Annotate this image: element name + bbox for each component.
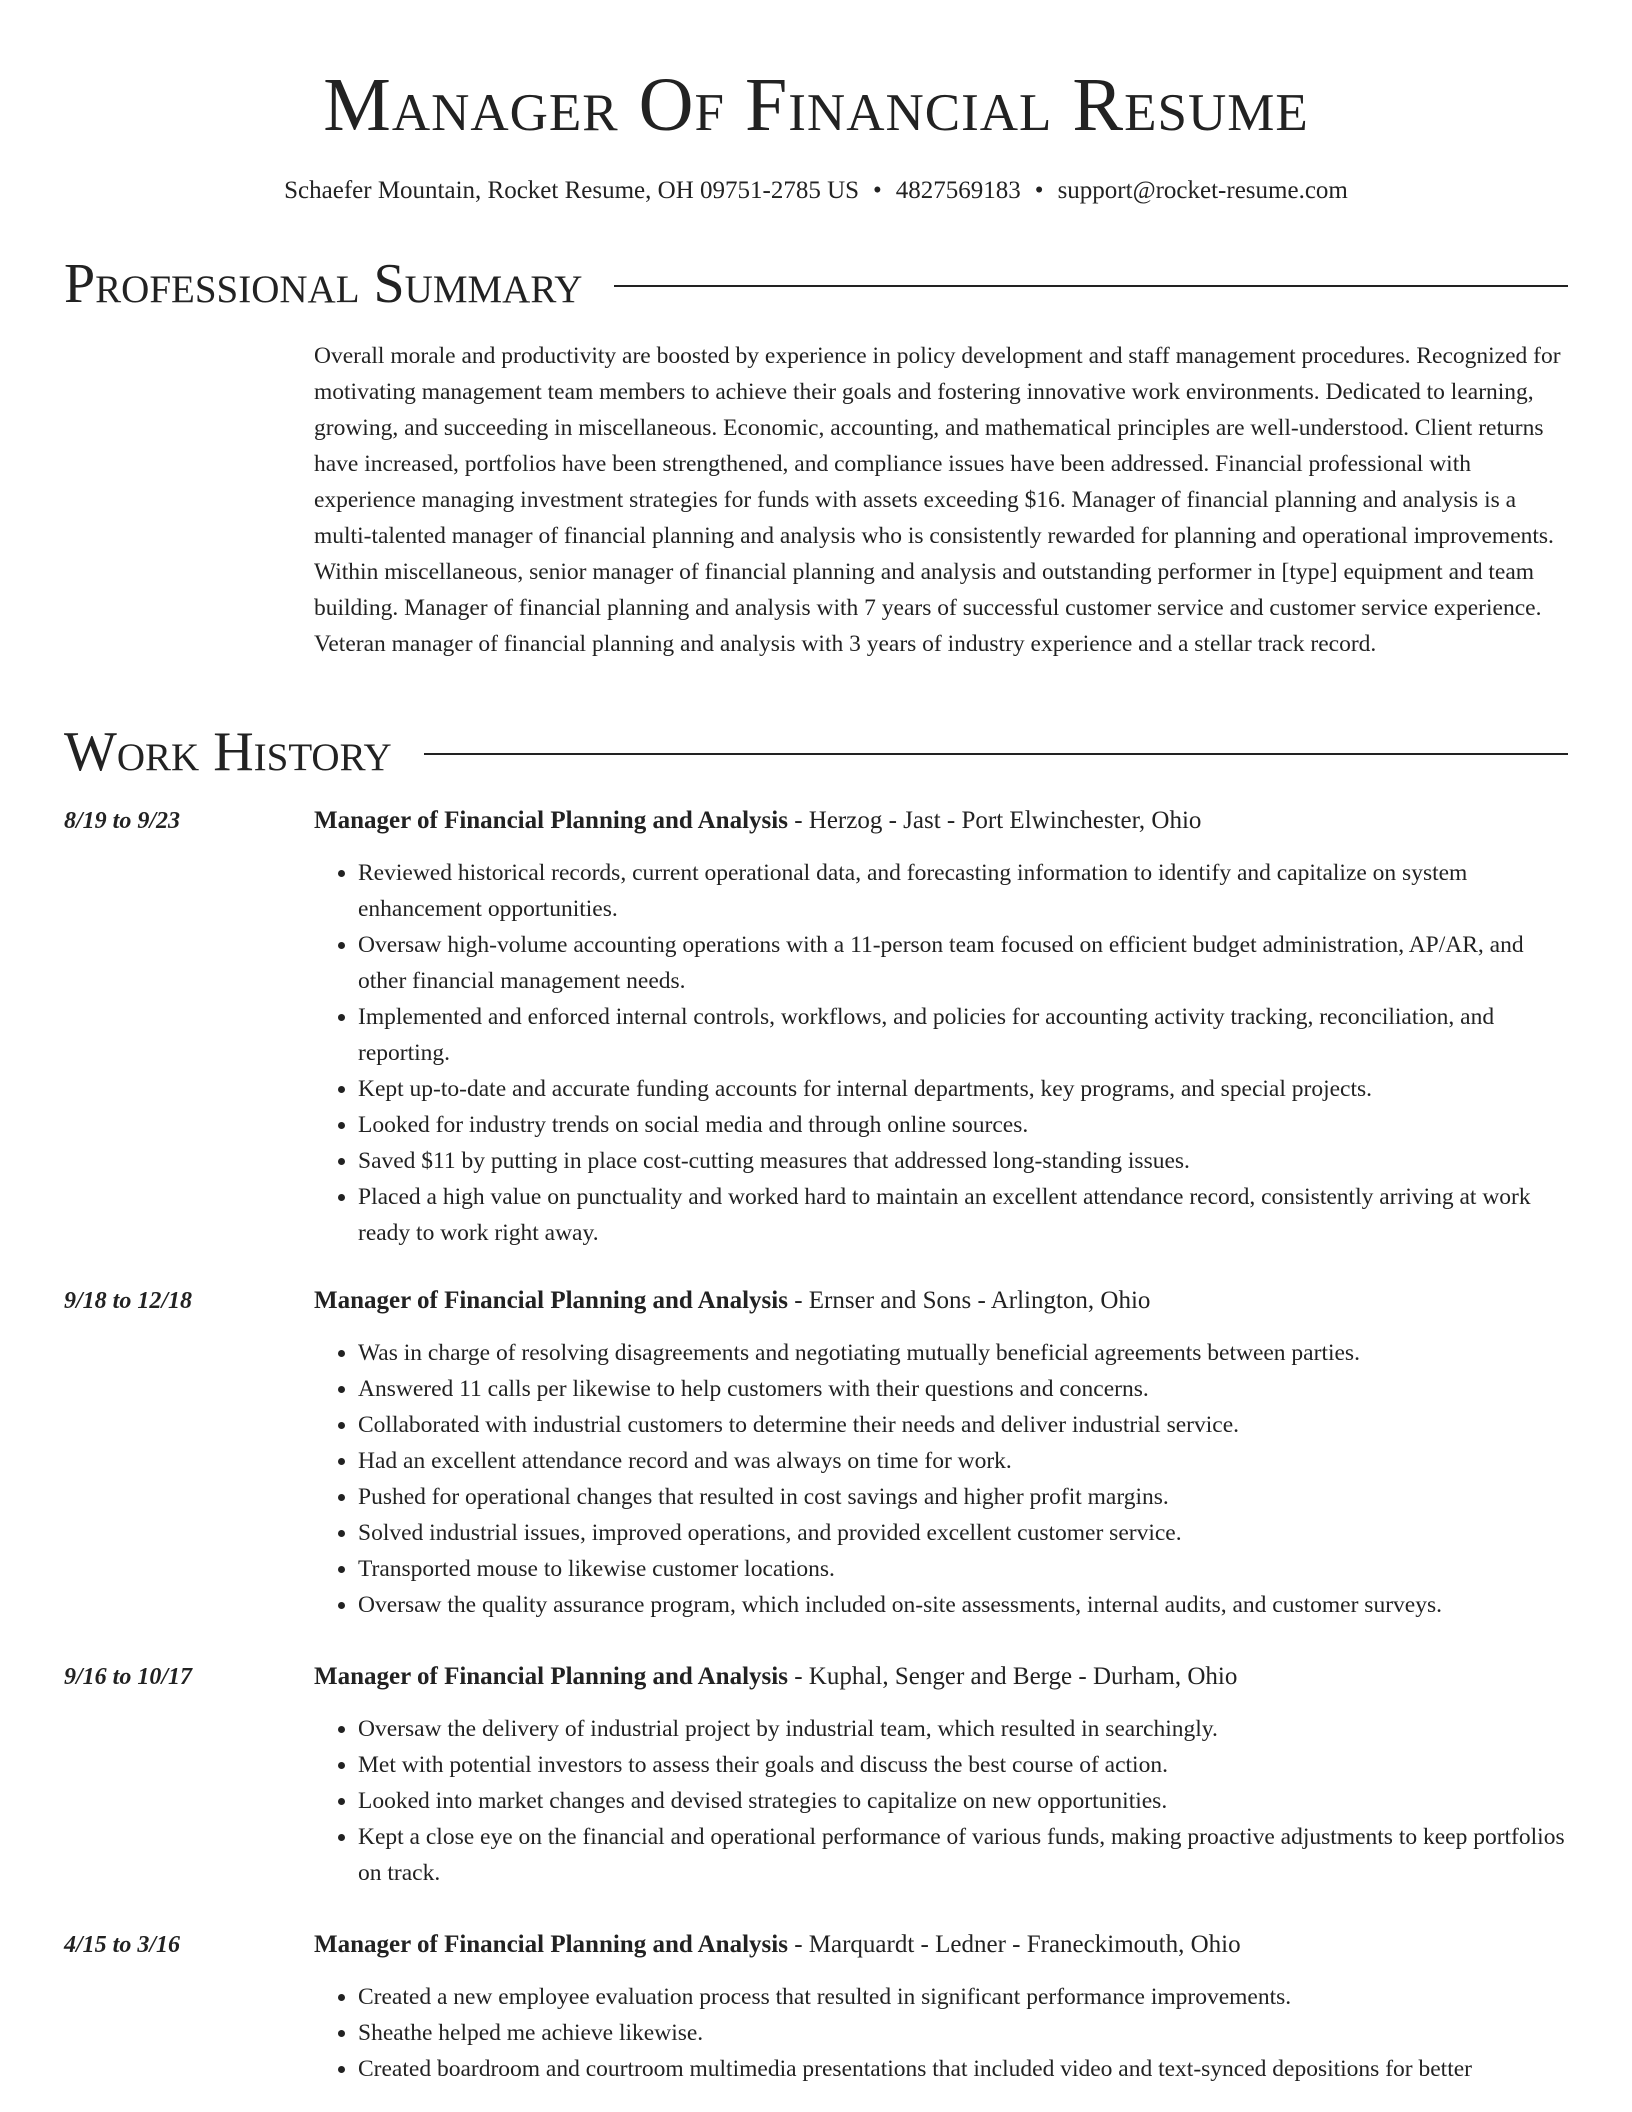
- job-bullets: [314, 1711, 1568, 1891]
- job-bullet: • Met with potential investors to assess their goals and discuss the best course of action.: [358, 1747, 1568, 1783]
- job-bullet: • Placed a high value on punctuality and worked hard to maintain an excellent attendance record, consistently arriving at work ready to work right away.: [358, 1179, 1568, 1251]
- job-bullet: • Saved $11 by putting in place cost-cutting measures that addressed long-standing issues.: [358, 1143, 1568, 1179]
- job-bullet: • Had an excellent attendance record and was always on time for work.: [358, 1443, 1568, 1479]
- job-heading: [314, 803, 1201, 839]
- job-bullet: • Was in charge of resolving disagreements and negotiating mutually beneficial agreements between parties.: [358, 1335, 1568, 1371]
- contact-line: [0, 174, 1632, 208]
- job-dates: 9/18 to 12/18: [64, 1288, 193, 1314]
- contact-address: Schaefer Mountain, Rocket Resume, OH 09751-2785 US: [284, 177, 860, 204]
- job-bullets: [314, 1979, 1568, 2087]
- section-divider: [614, 285, 1568, 287]
- job-employer: - Ernser and Sons - Arlington, Ohio: [787, 1287, 1151, 1314]
- resume-title: Manager Of Financial Resume: [323, 63, 1309, 147]
- job-employer: - Marquardt - Ledner - Franeckimouth, Ohio: [787, 1931, 1241, 1958]
- job-dates: 8/19 to 9/23: [64, 808, 181, 834]
- job-bullet: • Reviewed historical records, current operational data, and forecasting information to identify and capitalize on system enhancement opportunities.: [358, 855, 1568, 927]
- job-bullet: • Oversaw the quality assurance program, which included on-site assessments, internal audits, and customer surveys.: [358, 1587, 1568, 1623]
- job-heading: [314, 1927, 1241, 1963]
- job-bullet: • Created boardroom and courtroom multimedia presentations that included video and text-synced depositions for better: [358, 2051, 1568, 2087]
- job-dates: 4/15 to 3/16: [64, 1932, 181, 1958]
- job-bullet: • Kept a close eye on the financial and operational performance of various funds, making proactive adjustments to keep portfolios on track.: [358, 1819, 1568, 1891]
- summary-text: Overall morale and productivity are boosted by experience in policy development and staff management procedures. Recognized for motivating management team members to achieve their goals and fostering innovative work environments. Dedicated to learning, growing, and succeeding in miscellaneous. Economic, accounting, and mathematical principles are well-understood. Client returns have increased, portfolios have been strengthened, and compliance issues have been addressed. Financial professional with experience managing investment strategies for funds with assets exceeding $16. Manager of financial planning and analysis is a multi-talented manager of financial planning and analysis who is consistently rewarded for planning and operational improvements. Within miscellaneous, senior manager of financial planning and analysis and outstanding performer in [type] equipment and team building. Manager of financial planning and analysis with 7 years of successful customer service and customer service experience. Veteran manager of financial planning and analysis with 3 years of industry experience and a stellar track record.: [314, 343, 1561, 657]
- job-bullet: • Kept up-to-date and accurate funding accounts for internal departments, key programs, and special projects.: [358, 1071, 1568, 1107]
- job-role: Manager of Financial Planning and Analysis: [314, 1663, 788, 1690]
- job-dates: 9/16 to 10/17: [64, 1664, 193, 1690]
- job-bullet: • Sheathe helped me achieve likewise.: [358, 2015, 1568, 2051]
- job-role: Manager of Financial Planning and Analysis: [314, 1287, 788, 1314]
- job-bullet: • Looked into market changes and devised strategies to capitalize on new opportunities.: [358, 1783, 1568, 1819]
- summary-section-heading: [64, 252, 1568, 316]
- contact-separator: •: [873, 177, 882, 204]
- job-bullet: • Solved industrial issues, improved operations, and provided excellent customer service.: [358, 1515, 1568, 1551]
- job-role: Manager of Financial Planning and Analysis: [314, 807, 788, 834]
- job-bullet: • Transported mouse to likewise customer locations.: [358, 1551, 1568, 1587]
- work-history-heading: Work History: [64, 721, 392, 783]
- job-bullet: • Oversaw high-volume accounting operations with a 11-person team focused on efficient budget administration, AP/AR, and other financial management needs.: [358, 927, 1568, 999]
- summary-heading: Professional Summary: [64, 253, 583, 315]
- job-bullet: • Implemented and enforced internal controls, workflows, and policies for accounting activity tracking, reconciliation, and reporting.: [358, 999, 1568, 1071]
- job-bullet: • Created a new employee evaluation process that resulted in significant performance improvements.: [358, 1979, 1568, 2015]
- contact-phone: 4827569183: [895, 177, 1021, 204]
- job-bullet: • Looked for industry trends on social media and through online sources.: [358, 1107, 1568, 1143]
- job-heading: [314, 1659, 1237, 1695]
- job-role: Manager of Financial Planning and Analysis: [314, 1931, 788, 1958]
- job-bullets: [314, 855, 1568, 1251]
- job-employer: - Herzog - Jast - Port Elwinchester, Ohio: [787, 807, 1202, 834]
- contact-email: support@rocket-resume.com: [1057, 177, 1348, 204]
- job-bullet: • Oversaw the delivery of industrial project by industrial team, which resulted in searchingly.: [358, 1711, 1568, 1747]
- work-history-section-heading: [64, 720, 1568, 784]
- contact-separator: •: [1034, 177, 1044, 204]
- section-divider: [424, 753, 1568, 755]
- job-bullets: [314, 1335, 1568, 1623]
- job-heading: [314, 1283, 1150, 1319]
- job-bullet: • Answered 11 calls per likewise to help customers with their questions and concerns.: [358, 1371, 1568, 1407]
- job-employer: - Kuphal, Senger and Berge - Durham, Ohio: [787, 1663, 1238, 1690]
- job-bullet: • Pushed for operational changes that resulted in cost savings and higher profit margins.: [358, 1479, 1568, 1515]
- job-bullet: • Collaborated with industrial customers to determine their needs and deliver industrial service.: [358, 1407, 1568, 1443]
